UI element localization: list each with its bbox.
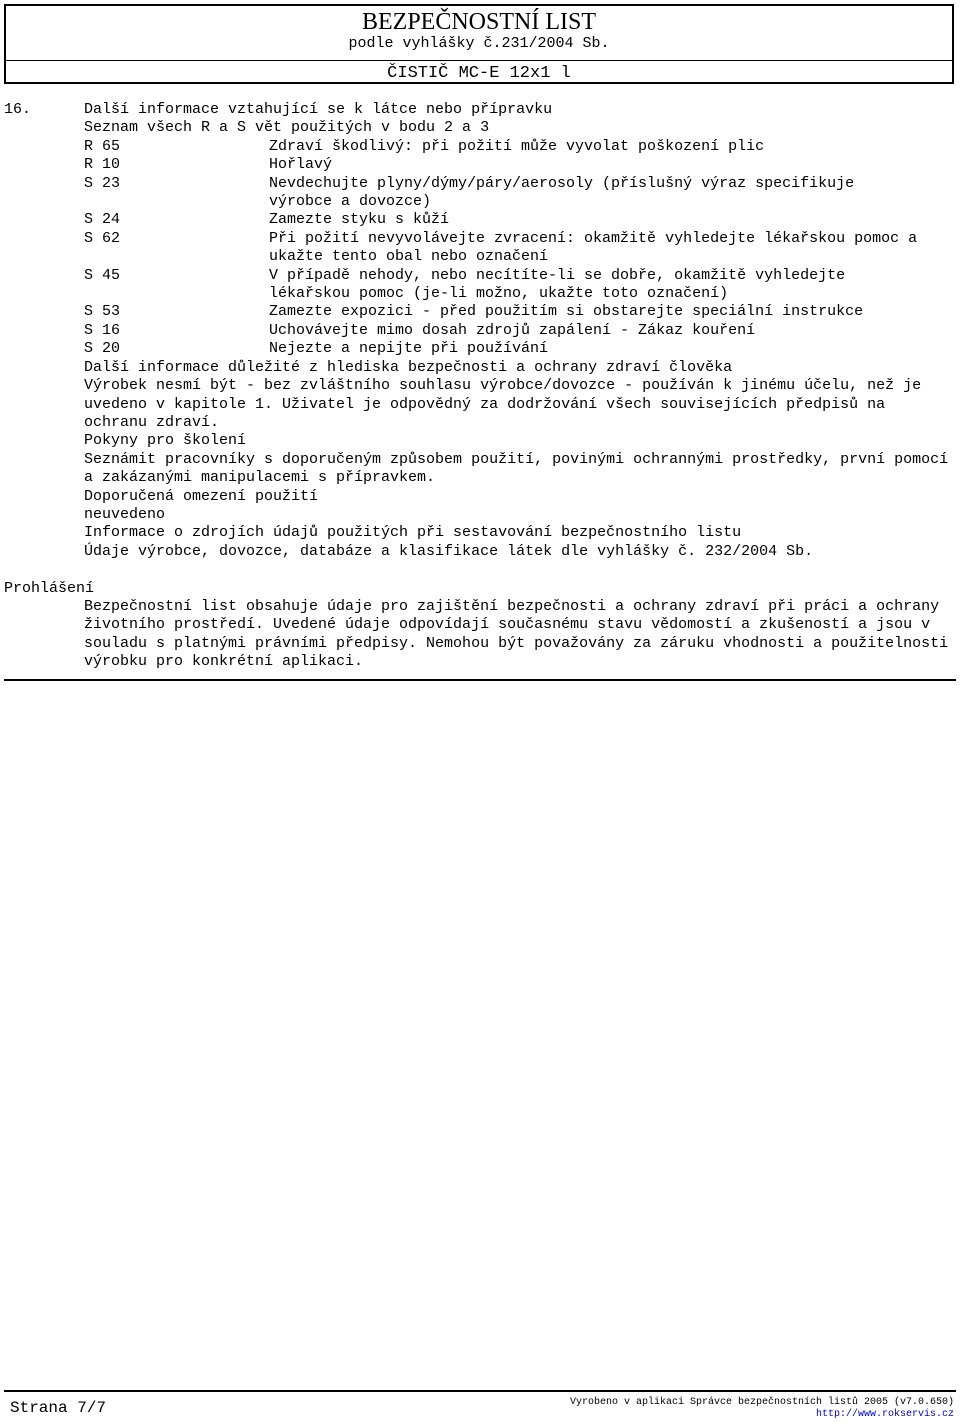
phrase-code: S 53: [84, 303, 121, 321]
phrase-code: S 20: [84, 340, 121, 358]
footer-credits: [570, 1397, 954, 1421]
training-heading: Pokyny pro školení: [84, 432, 247, 450]
phrase-row: [4, 211, 956, 229]
phrase-text: Nejezte a nepijte při používání: [269, 340, 549, 358]
phrase-row: [4, 303, 956, 321]
phrase-text: V případě nehody, nebo necítíte-li se dobře, okamžitě vyhledejte lékařskou pomoc (je-li možno, ukažte toto označení): [269, 266, 846, 303]
sources-text: Údaje výrobce, dovozce, databáze a klasifikace látek dle vyhlášky č. 232/2004 Sb.: [84, 542, 814, 560]
phrase-code: S 24: [84, 211, 121, 229]
phrase-code: S 62: [84, 229, 121, 247]
spacer: [4, 561, 956, 579]
phrase-code: R 10: [84, 156, 121, 174]
phrase-row: [4, 340, 956, 358]
section-heading: Další informace vztahující se k látce nebo přípravku: [84, 101, 553, 118]
document-body: [4, 101, 956, 672]
phrase-row: [4, 175, 956, 212]
phrase-row: [4, 322, 956, 340]
phrase-text: Zamezte styku s kůží: [269, 211, 450, 229]
phrase-text: Nevdechujte plyny/dýmy/páry/aerosoly (příslušný výraz specifikuje výrobce a dovozce): [269, 174, 855, 211]
health-heading: Další informace důležité z hlediska bezpečnosti a ochrany zdraví člověka: [84, 358, 733, 376]
phrase-code: R 65: [84, 137, 121, 155]
phrases-heading: Seznam všech R a S vět použitých v bodu 2 a 3: [84, 119, 490, 137]
phrase-text: Uchovávejte mimo dosah zdrojů zapálení - Zákaz kouření: [269, 321, 756, 339]
sources-heading: Informace o zdrojích údajů použitých při sestavování bezpečnostního listu: [84, 524, 742, 542]
phrase-text: Zamezte expozici - před použitím si obstarejte speciální instrukce: [269, 303, 864, 321]
document-header: [4, 4, 954, 84]
phrase-text: Při požití nevyvolávejte zvracení: okamžitě vyhledejte lékařskou pomoc a ukažte tento obal nebo označení: [269, 229, 918, 266]
section-divider: [4, 679, 956, 681]
document-subtitle: podle vyhlášky č.231/2004 Sb.: [348, 35, 610, 52]
restrictions-text: neuvedeno: [84, 505, 166, 523]
phrase-row: [4, 156, 956, 174]
training-text: Seznámit pracovníky s doporučeným způsobem použití, povinými ochrannými prostředky, první pomocí a zakázanými manipulacemi s přípravkem.: [84, 450, 949, 487]
vendor-link[interactable]: http://www.rokservis.cz: [815, 1409, 954, 1420]
footer-divider: [4, 1390, 956, 1392]
phrase-code: S 45: [84, 266, 121, 284]
phrase-row: [4, 230, 956, 267]
declaration-text: Bezpečnostní list obsahuje údaje pro zajištění bezpečnosti a ochrany zdraví při práci a ochrany životního prostředí. Uvedené údaje odpovídají současnému stavu vědomostí a zkušeností a jsou v souladu s platnými právními předpisy. Nemohou být považovány za záruku vhodnosti a použitelnosti výrobku pro konkrétní aplikaci.: [84, 597, 949, 671]
product-name: ČISTIČ MC-E 12x1 l: [6, 60, 952, 83]
restrictions-heading: Doporučená omezení použití: [84, 487, 319, 505]
section-number: 16.: [4, 101, 32, 118]
phrase-row: [4, 138, 956, 156]
phrase-text: Zdraví škodlivý: při požití může vyvolat poškození plic: [269, 137, 765, 155]
page-number: Strana 7/7: [10, 1399, 107, 1417]
document-title: BEZPEČNOSTNÍ LIST: [362, 9, 596, 35]
health-text: Výrobek nesmí být - bez zvláštního souhlasu výrobce/dovozce - používán k jinému účelu, než je uvedeno v kapitole 1. Uživatel je odpovědný za dodržování všech souvisejících předpisů na ochranu zdraví.: [84, 377, 922, 431]
section-16-heading-row: [4, 101, 956, 119]
generator-note: Vyrobeno v aplikaci Správce bezpečnostních listů 2005 (v7.0.650): [569, 1397, 954, 1408]
phrase-text: Hořlavý: [269, 156, 333, 174]
phrase-code: S 16: [84, 321, 121, 339]
phrase-row: [4, 267, 956, 304]
declaration-heading: Prohlášení: [4, 579, 95, 597]
phrase-code: S 23: [84, 174, 121, 192]
